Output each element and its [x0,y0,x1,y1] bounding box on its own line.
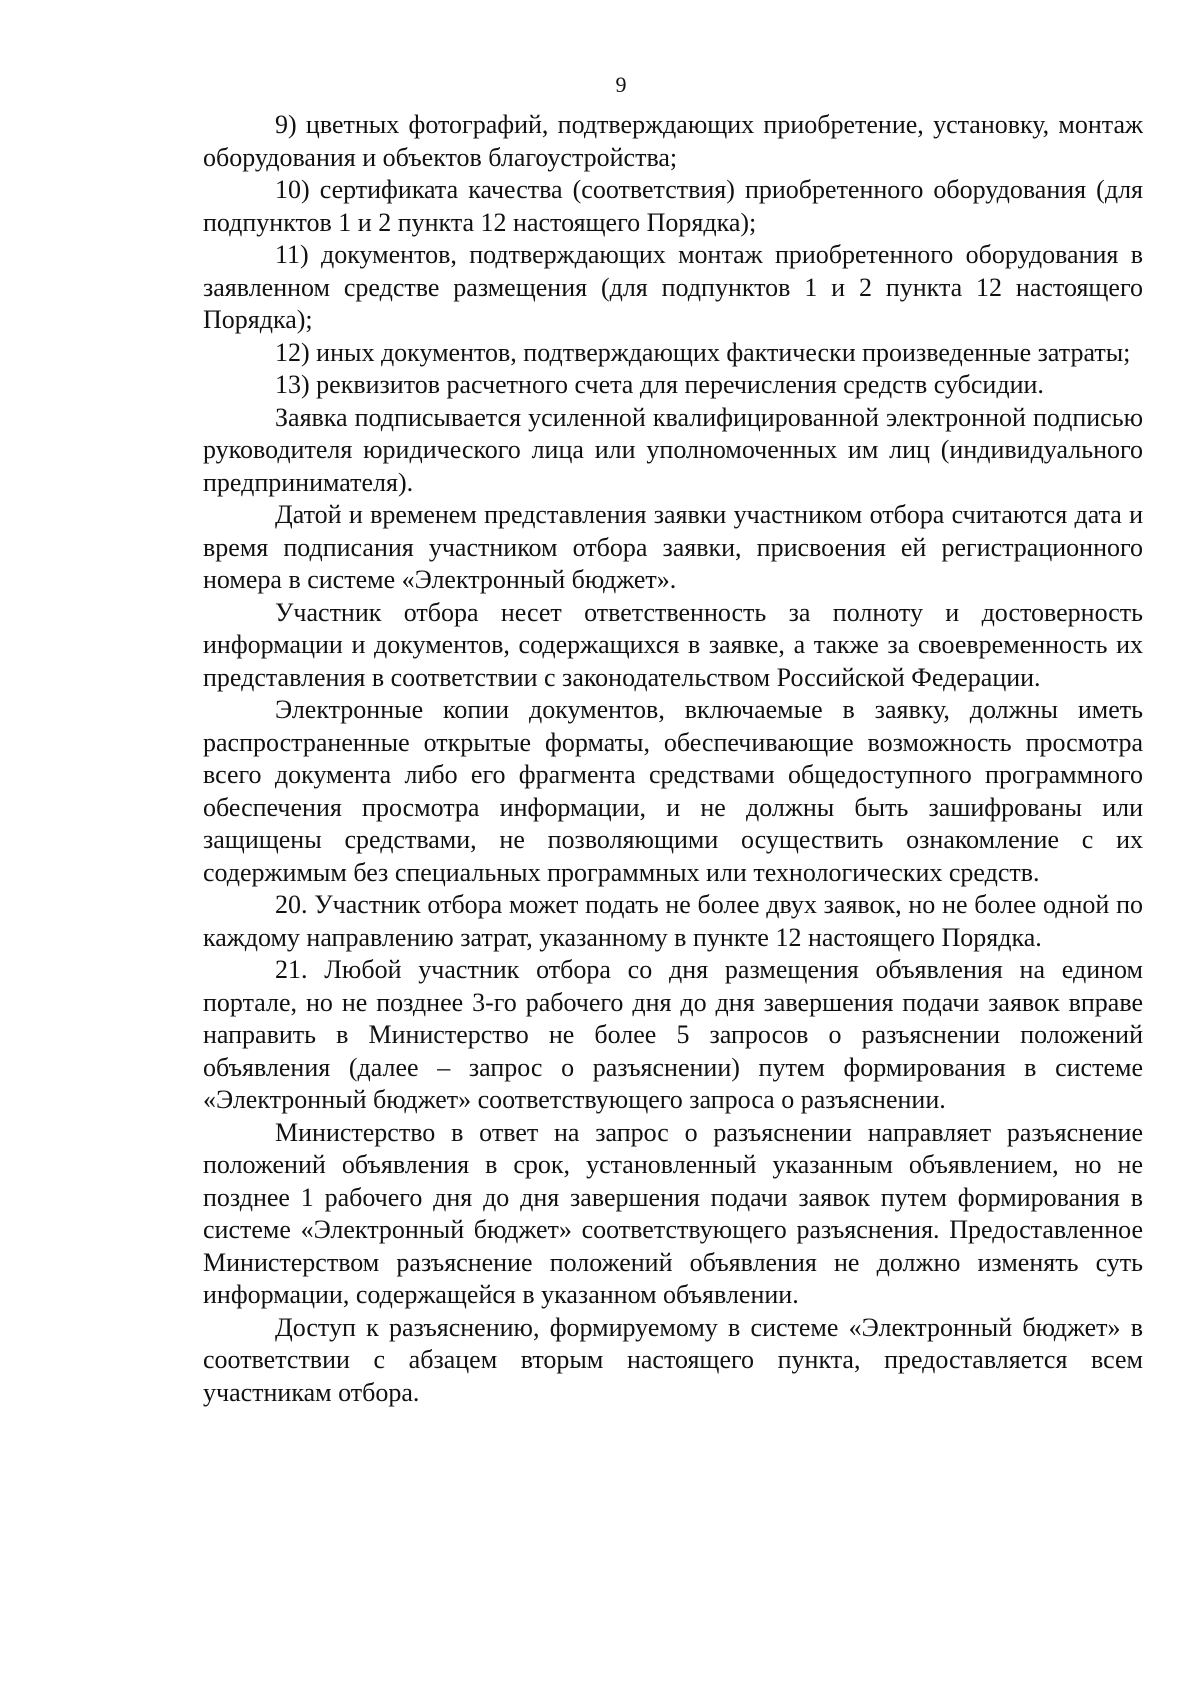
paragraph-responsibility: Участник отбора несет ответственность за полноту и достоверность информации и документов, содержащихся в заявке, а также за своевременность их представления в соответствии с законодательством Российской Федерации. [203,597,1143,692]
page-number: 9 [615,72,627,97]
paragraph-item-12: 12) иных документов, подтверждающих фактически произведенные затраты; [275,337,1131,367]
paragraph-submission-date: Датой и временем представления заявки участником отбора считаются дата и время подписания участником отбора заявки, присвоения ей регистрационного номера в системе «Электронный бюджет». [203,500,1143,594]
paragraph-clause-20: 20. Участник отбора может подать не более двух заявок, но не более одной по каждому направлению затрат, указанному в пункте 12 настоящего Порядка. [203,890,1143,952]
paragraph-access: Доступ к разъяснению, формируемому в системе «Электронный бюджет» в соответствии с абзацем вторым настоящего пункта, предоставляется всем участникам отбора. [203,1312,1143,1407]
paragraph-item-13: 13) реквизитов расчетного счета для перечисления средств субсидии. [275,370,1044,399]
paragraph-electronic-copies: Электронные копии документов, включаемые в заявку, должны иметь распространенные открытые форматы, обеспечивающие возможность просмотра всего документа либо его фрагмента средствами общедоступного программного обеспечения просмотра информации, и не должны быть зашифрованы или защищены средствами, не позволяющими осуществить ознакомление с их содержимым без специальных программных или технологических средств. [203,695,1143,887]
paragraph-item-9: 9) цветных фотографий, подтверждающих приобретение, установку, монтаж оборудования и объектов благоустройства; [203,110,1143,172]
paragraph-item-11: 11) документов, подтверждающих монтаж приобретенного оборудования в заявленном средстве размещения (для подпунктов 1 и 2 пункта 12 настоящего Порядка); [203,240,1143,334]
paragraph-signature: Заявка подписывается усиленной квалифицированной электронной подписью руководителя юридического лица или уполномоченных им лиц (индивидуального предпринимателя). [203,402,1143,497]
paragraph-ministry-response: Министерство в ответ на запрос о разъяснении направляет разъяснение положений объявления в срок, установленный указанным объявлением, но не позднее 1 рабочего дня до дня завершения подачи заявок путем формирования в системе «Электронный бюджет» соответствующего разъяснения. Предоставленное Министерством разъяснение положений объявления не должно изменять суть информации, содержащейся в указанном объявлении. [203,1117,1143,1309]
paragraph-item-10: 10) сертификата качества (соответствия) приобретенного оборудования (для подпунктов 1 и 2 пункта 12 настоящего Порядка); [203,175,1143,237]
document-body [203,109,1143,1409]
paragraph-clause-21: 21. Любой участник отбора со дня размещения объявления на едином портале, но не позднее 3-го рабочего дня до дня завершения подачи заявок вправе направить в Министерство не более 5 запросов о разъяснении положений объявления (далее – запрос о разъяснении) путем формирования в системе «Электронный бюджет» соответствующего запроса о разъяснении. [203,955,1143,1114]
